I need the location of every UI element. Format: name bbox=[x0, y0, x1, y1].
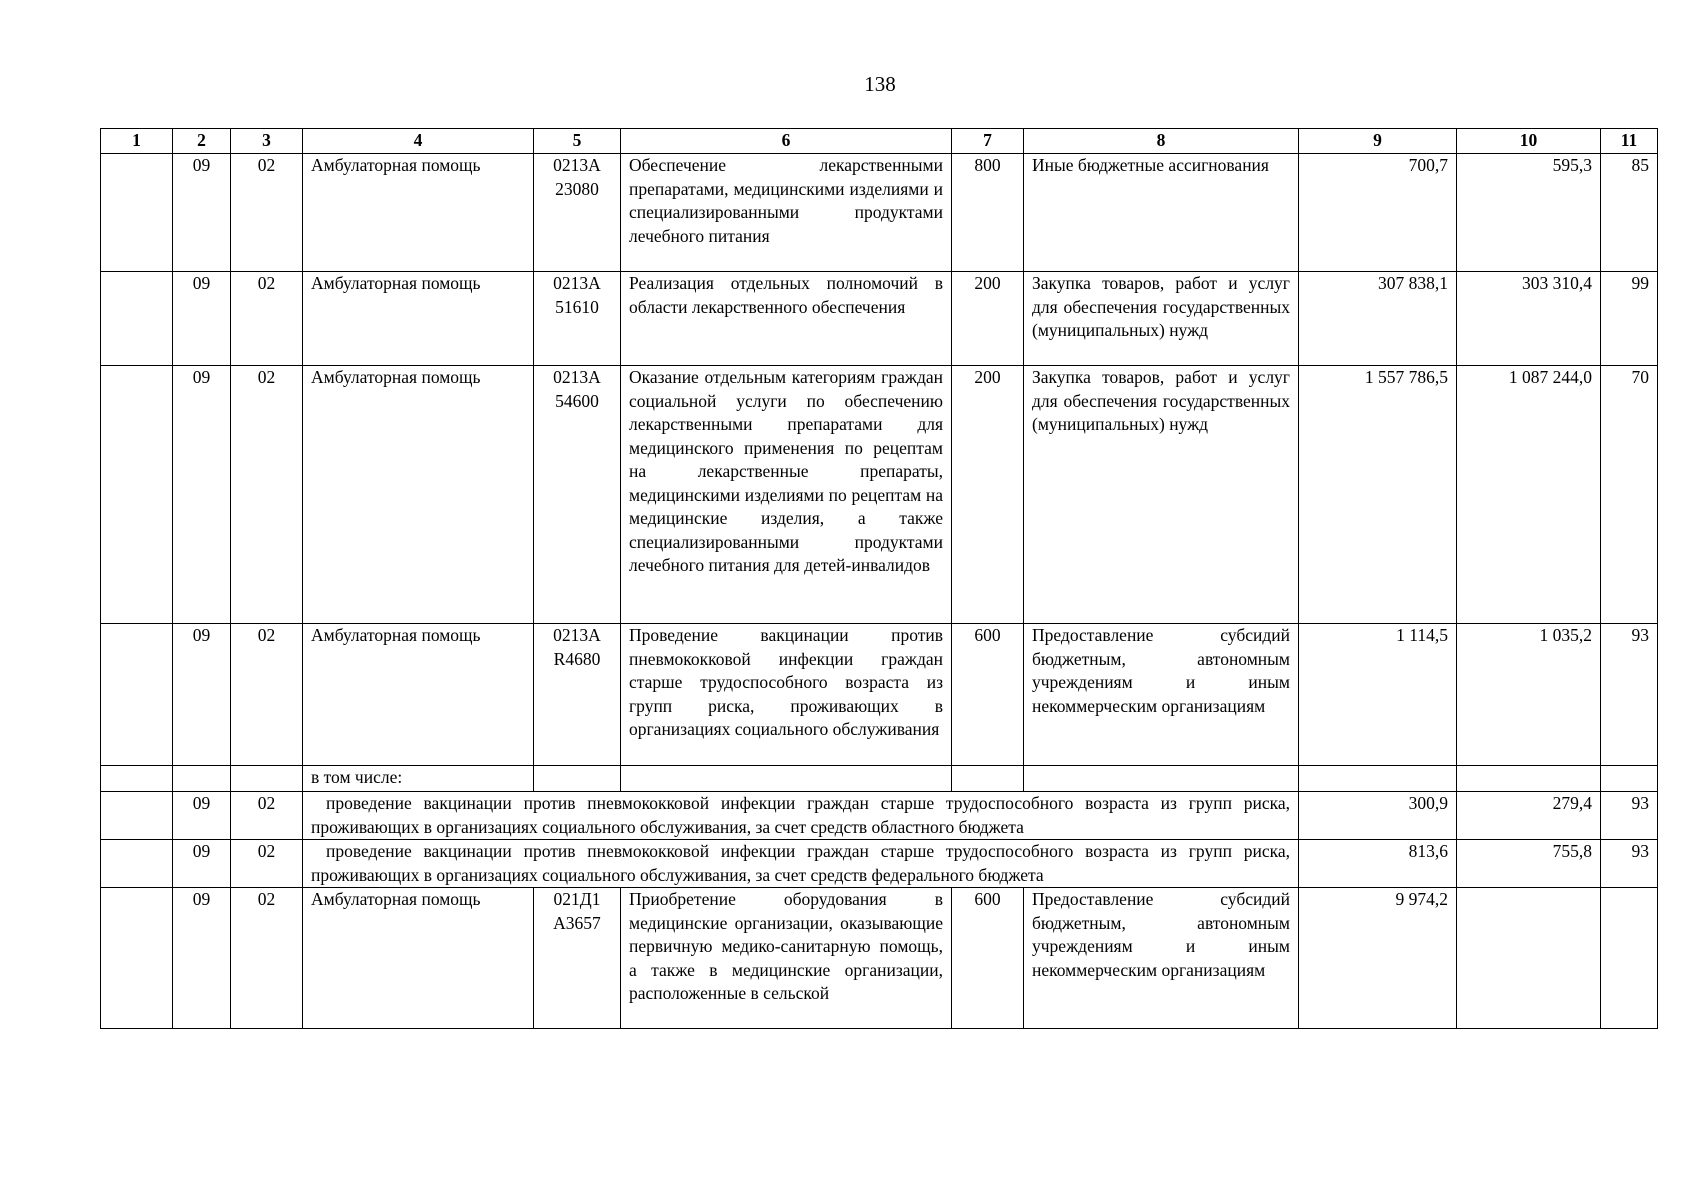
expense-type-code: 800 bbox=[952, 154, 1024, 272]
section-code: 09 bbox=[173, 624, 231, 766]
cell-col-1 bbox=[101, 792, 173, 840]
table-row bbox=[101, 624, 1658, 766]
subsection-name: Амбулаторная помощь bbox=[303, 888, 534, 1029]
section-code: 09 bbox=[173, 154, 231, 272]
header-col-2: 2 bbox=[173, 129, 231, 154]
cell-col-7 bbox=[952, 766, 1024, 792]
execution-percent: 85 bbox=[1601, 154, 1658, 272]
executed-amount: 303 310,4 bbox=[1457, 272, 1601, 366]
header-col-7: 7 bbox=[952, 129, 1024, 154]
header-col-9: 9 bbox=[1299, 129, 1457, 154]
header-col-10: 10 bbox=[1457, 129, 1601, 154]
executed-amount: 1 035,2 bbox=[1457, 624, 1601, 766]
subrow-description bbox=[303, 792, 1299, 840]
subsection-code: 02 bbox=[231, 154, 303, 272]
table-row bbox=[101, 366, 1658, 624]
cell-col-1 bbox=[101, 624, 173, 766]
target-article-code: 0213А 54600 bbox=[534, 366, 621, 624]
cell-col-3 bbox=[231, 766, 303, 792]
execution-percent: 93 bbox=[1601, 624, 1658, 766]
cell-col-11 bbox=[1601, 766, 1658, 792]
cell-col-2 bbox=[173, 766, 231, 792]
subrow-text: проведение вакцинации против пневмококковой инфекции граждан старше трудоспособного возраста из групп риска, проживающих в организациях социального обслуживания, за счет средств областного бюджета bbox=[311, 793, 1290, 837]
subsection-code: 02 bbox=[231, 366, 303, 624]
cell-col-9 bbox=[1299, 766, 1457, 792]
header-col-6: 6 bbox=[621, 129, 952, 154]
header-col-3: 3 bbox=[231, 129, 303, 154]
expense-type-name: Предоставление субсидий бюджетным, автономным учреждениям и иным некоммерческим организациям bbox=[1024, 624, 1299, 766]
subsection-code: 02 bbox=[231, 840, 303, 888]
subsection-code: 02 bbox=[231, 888, 303, 1029]
cell-col-1 bbox=[101, 366, 173, 624]
subrow-description bbox=[303, 840, 1299, 888]
target-article-name: Оказание отдельным категориям граждан социальной услуги по обеспечению лекарственными препаратами для медицинского применения по рецептам на лекарственные препараты, медицинскими изделиями по рецептам на медицинские изделия, а также специализированными продуктами лечебного питания для детей-инвалидов bbox=[621, 366, 952, 624]
expense-type-name: Закупка товаров, работ и услуг для обеспечения государственных (муниципальных) нужд bbox=[1024, 272, 1299, 366]
header-col-5: 5 bbox=[534, 129, 621, 154]
table-subrow bbox=[101, 792, 1658, 840]
planned-amount: 813,6 bbox=[1299, 840, 1457, 888]
subsection-code: 02 bbox=[231, 272, 303, 366]
section-code: 09 bbox=[173, 272, 231, 366]
header-col-1: 1 bbox=[101, 129, 173, 154]
table-row bbox=[101, 154, 1658, 272]
header-row bbox=[101, 129, 1658, 154]
section-code: 09 bbox=[173, 792, 231, 840]
expense-type-name: Предоставление субсидий бюджетным, автономным учреждениям и иным некоммерческим организациям bbox=[1024, 888, 1299, 1029]
table-row bbox=[101, 272, 1658, 366]
subrow-text: проведение вакцинации против пневмококковой инфекции граждан старше трудоспособного возраста из групп риска, проживающих в организациях социального обслуживания, за счет средств федерального бюджета bbox=[311, 841, 1290, 885]
target-article-code: 021Д1 А3657 bbox=[534, 888, 621, 1029]
subsection-name: Амбулаторная помощь bbox=[303, 624, 534, 766]
page-number: 138 bbox=[864, 72, 896, 96]
planned-amount: 1 557 786,5 bbox=[1299, 366, 1457, 624]
target-article-name: Проведение вакцинации против пневмококковой инфекции граждан старше трудоспособного возраста из групп риска, проживающих в организациях социального обслуживания bbox=[621, 624, 952, 766]
execution-percent: 70 bbox=[1601, 366, 1658, 624]
planned-amount: 700,7 bbox=[1299, 154, 1457, 272]
section-code: 09 bbox=[173, 840, 231, 888]
target-article-code: 0213А 23080 bbox=[534, 154, 621, 272]
cell-col-1 bbox=[101, 888, 173, 1029]
execution-percent: 93 bbox=[1601, 840, 1658, 888]
cell-col-1 bbox=[101, 272, 173, 366]
cell-col-6 bbox=[621, 766, 952, 792]
section-code: 09 bbox=[173, 888, 231, 1029]
budget-table bbox=[100, 128, 1658, 1029]
expense-type-code: 600 bbox=[952, 624, 1024, 766]
executed-amount: 279,4 bbox=[1457, 792, 1601, 840]
planned-amount: 1 114,5 bbox=[1299, 624, 1457, 766]
header-col-11: 11 bbox=[1601, 129, 1658, 154]
expense-type-name: Закупка товаров, работ и услуг для обеспечения государственных (муниципальных) нужд bbox=[1024, 366, 1299, 624]
executed-amount: 755,8 bbox=[1457, 840, 1601, 888]
target-article-code: 0213А R4680 bbox=[534, 624, 621, 766]
header-col-4: 4 bbox=[303, 129, 534, 154]
cell-col-8 bbox=[1024, 766, 1299, 792]
subsection-code: 02 bbox=[231, 792, 303, 840]
subsection-name: Амбулаторная помощь bbox=[303, 154, 534, 272]
cell-col-1 bbox=[101, 766, 173, 792]
execution-percent: 99 bbox=[1601, 272, 1658, 366]
executed-amount bbox=[1457, 888, 1601, 1029]
target-article-name: Обеспечение лекарственными препаратами, медицинскими изделиями и специализированными продуктами лечебного питания bbox=[621, 154, 952, 272]
table-subrow bbox=[101, 840, 1658, 888]
target-article-name: Реализация отдельных полномочий в области лекарственного обеспечения bbox=[621, 272, 952, 366]
table-row-including bbox=[101, 766, 1658, 792]
planned-amount: 307 838,1 bbox=[1299, 272, 1457, 366]
planned-amount: 9 974,2 bbox=[1299, 888, 1457, 1029]
execution-percent bbox=[1601, 888, 1658, 1029]
expense-type-code: 600 bbox=[952, 888, 1024, 1029]
target-article-code: 0213А 51610 bbox=[534, 272, 621, 366]
executed-amount: 1 087 244,0 bbox=[1457, 366, 1601, 624]
cell-col-1 bbox=[101, 154, 173, 272]
header-col-8: 8 bbox=[1024, 129, 1299, 154]
expense-type-code: 200 bbox=[952, 366, 1024, 624]
subsection-name: Амбулаторная помощь bbox=[303, 272, 534, 366]
planned-amount: 300,9 bbox=[1299, 792, 1457, 840]
including-label: в том числе: bbox=[303, 766, 534, 792]
cell-col-10 bbox=[1457, 766, 1601, 792]
execution-percent: 93 bbox=[1601, 792, 1658, 840]
subsection-name: Амбулаторная помощь bbox=[303, 366, 534, 624]
subsection-code: 02 bbox=[231, 624, 303, 766]
table-row bbox=[101, 888, 1658, 1029]
executed-amount: 595,3 bbox=[1457, 154, 1601, 272]
expense-type-name: Иные бюджетные ассигнования bbox=[1024, 154, 1299, 272]
cell-col-1 bbox=[101, 840, 173, 888]
expense-type-code: 200 bbox=[952, 272, 1024, 366]
target-article-name: Приобретение оборудования в медицинские организации, оказывающие первичную медико-санитарную помощь, а также в медицинские организации, расположенные в сельской bbox=[621, 888, 952, 1029]
cell-col-5 bbox=[534, 766, 621, 792]
section-code: 09 bbox=[173, 366, 231, 624]
